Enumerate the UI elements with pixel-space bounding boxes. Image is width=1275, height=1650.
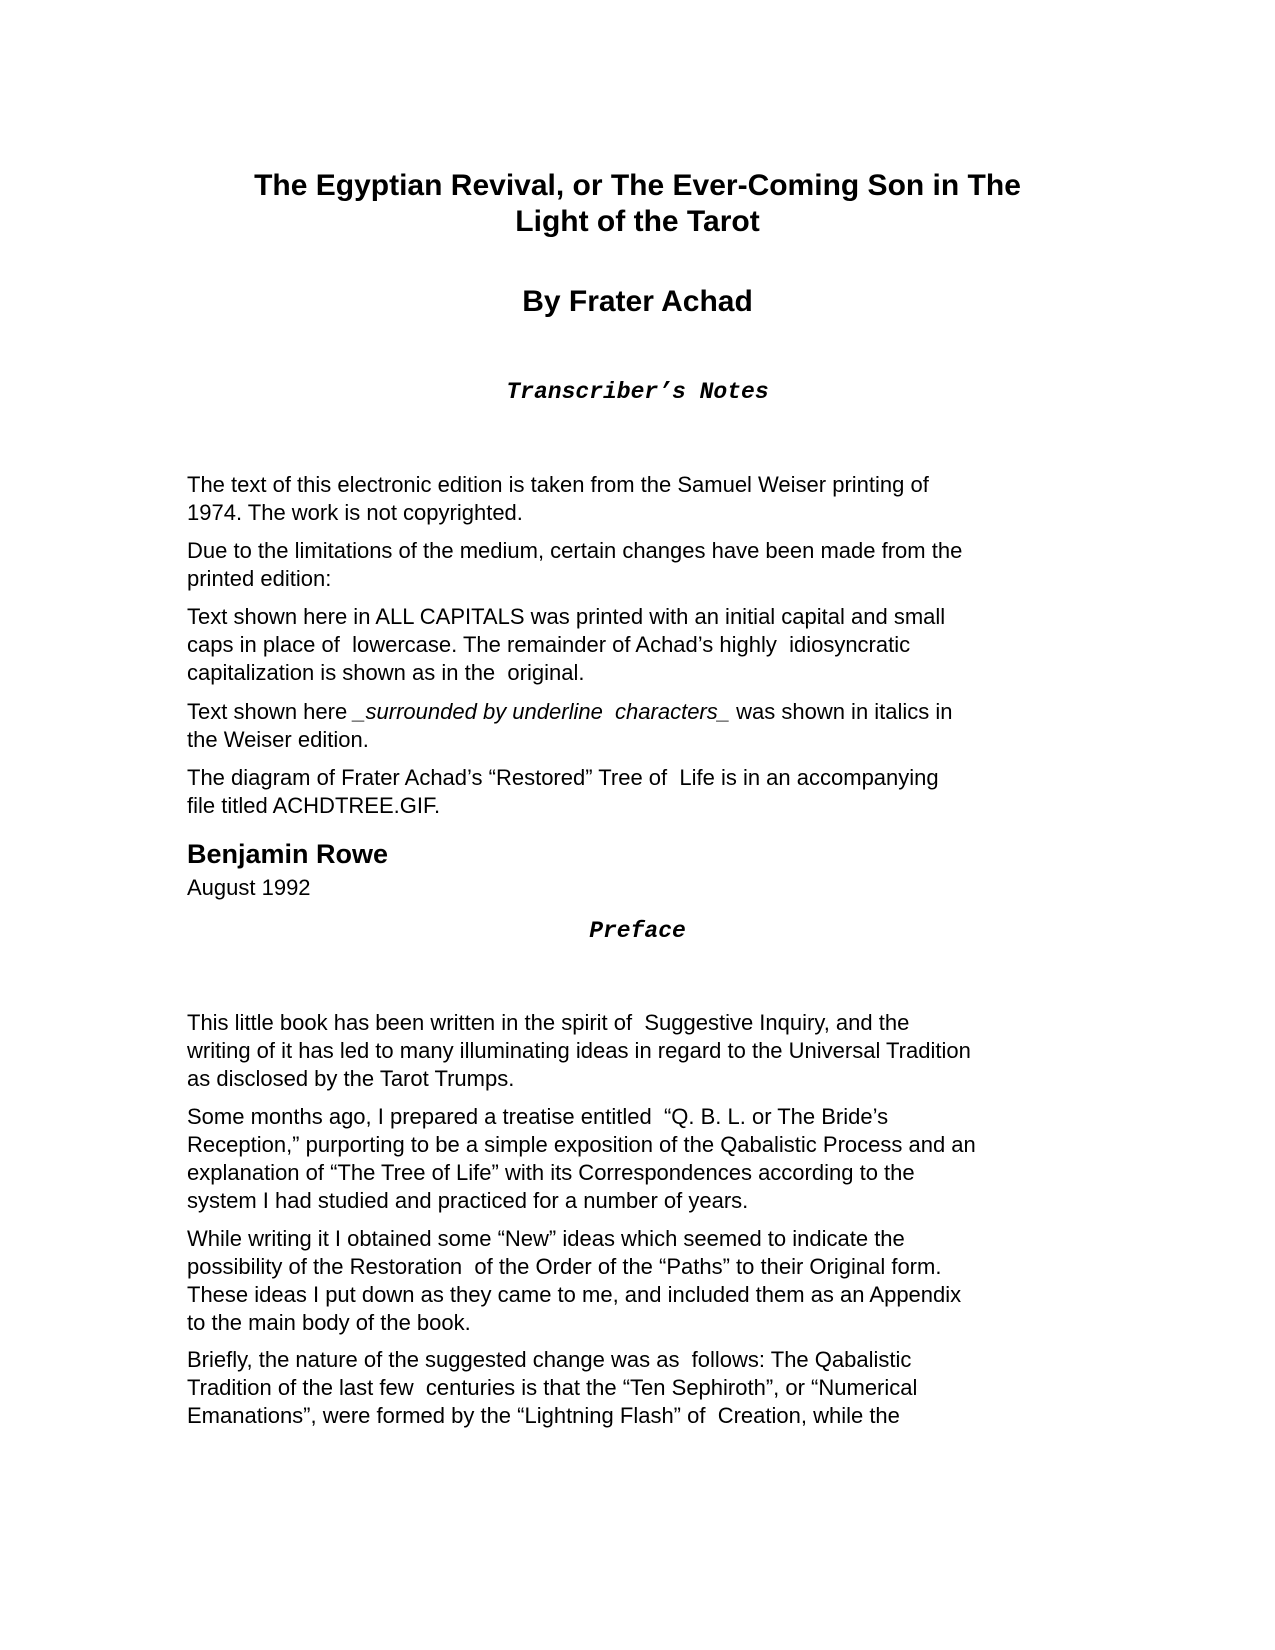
text-fragment: was shown in italics in — [730, 699, 953, 724]
text-line: file titled ACHDTREE.GIF. — [187, 793, 441, 818]
title-line: Light of the Tarot — [515, 205, 760, 238]
transcriber-date: August 1992 — [187, 875, 311, 900]
text-line: the Weiser edition. — [187, 727, 369, 752]
transcriber-name: Benjamin Rowe — [187, 839, 389, 869]
text-line: Briefly, the nature of the suggested change was as follows: The Qabalistic — [187, 1347, 912, 1372]
text-line: as disclosed by the Tarot Trumps. — [187, 1066, 515, 1091]
text-line: This little book has been written in the spirit of Suggestive Inquiry, and the — [187, 1010, 910, 1035]
text-line: The diagram of Frater Achad’s “Restored” Tree of Life is in an accompanying — [187, 765, 939, 790]
preface-paragraph — [187, 1290, 1087, 1486]
text-line: system I had studied and practiced for a number of years. — [187, 1188, 749, 1213]
text-line: Reception,” purporting to be a simple exposition of the Qabalistic Process and an — [187, 1132, 976, 1157]
text-line: Tradition of the last few centuries is that the “Ten Sephiroth”, or “Numerical — [187, 1375, 918, 1400]
text-line: 1974. The work is not copyrighted. — [187, 500, 523, 525]
document-author: By Frater Achad — [522, 285, 753, 318]
text-line: caps in place of lowercase. The remainder of Achad’s highly idiosyncratic — [187, 632, 911, 657]
transcribers-notes-heading: Transcriber’s Notes — [506, 379, 769, 405]
text-line: to the main body of the book. — [187, 1310, 471, 1335]
preface-heading: Preface — [589, 918, 686, 944]
text-line: explanation of “The Tree of Life” with its Correspondences according to the — [187, 1160, 915, 1185]
text-line: Due to the limitations of the medium, certain changes have been made from the — [187, 538, 963, 563]
text-line: Text shown here in ALL CAPITALS was printed with an initial capital and small — [187, 604, 946, 629]
text-line: printed edition: — [187, 566, 332, 591]
text-line: capitalization is shown as in the original. — [187, 660, 585, 685]
italic-example-text: _surrounded by underline characters_ — [353, 699, 730, 724]
text-line: Some months ago, I prepared a treatise entitled “Q. B. L. or The Bride’s — [187, 1104, 889, 1129]
text-line: These ideas I put down as they came to me, and included them as an Appendix — [187, 1282, 962, 1307]
text-line: writing of it has led to many illuminating ideas in regard to the Universal Tradition — [187, 1038, 971, 1063]
text-line: Emanations”, were formed by the “Lightning Flash” of Creation, while the — [187, 1403, 900, 1428]
title-line: The Egyptian Revival, or The Ever-Coming Son in The — [254, 169, 1021, 202]
text-line: While writing it I obtained some “New” ideas which seemed to indicate the — [187, 1226, 905, 1251]
text-line: The text of this electronic edition is taken from the Samuel Weiser printing of — [187, 472, 929, 497]
text-fragment: Text shown here — [187, 699, 354, 724]
text-line: possibility of the Restoration of the Order of the “Paths” to their Original form. — [187, 1254, 942, 1279]
document-title — [160, 168, 1115, 240]
